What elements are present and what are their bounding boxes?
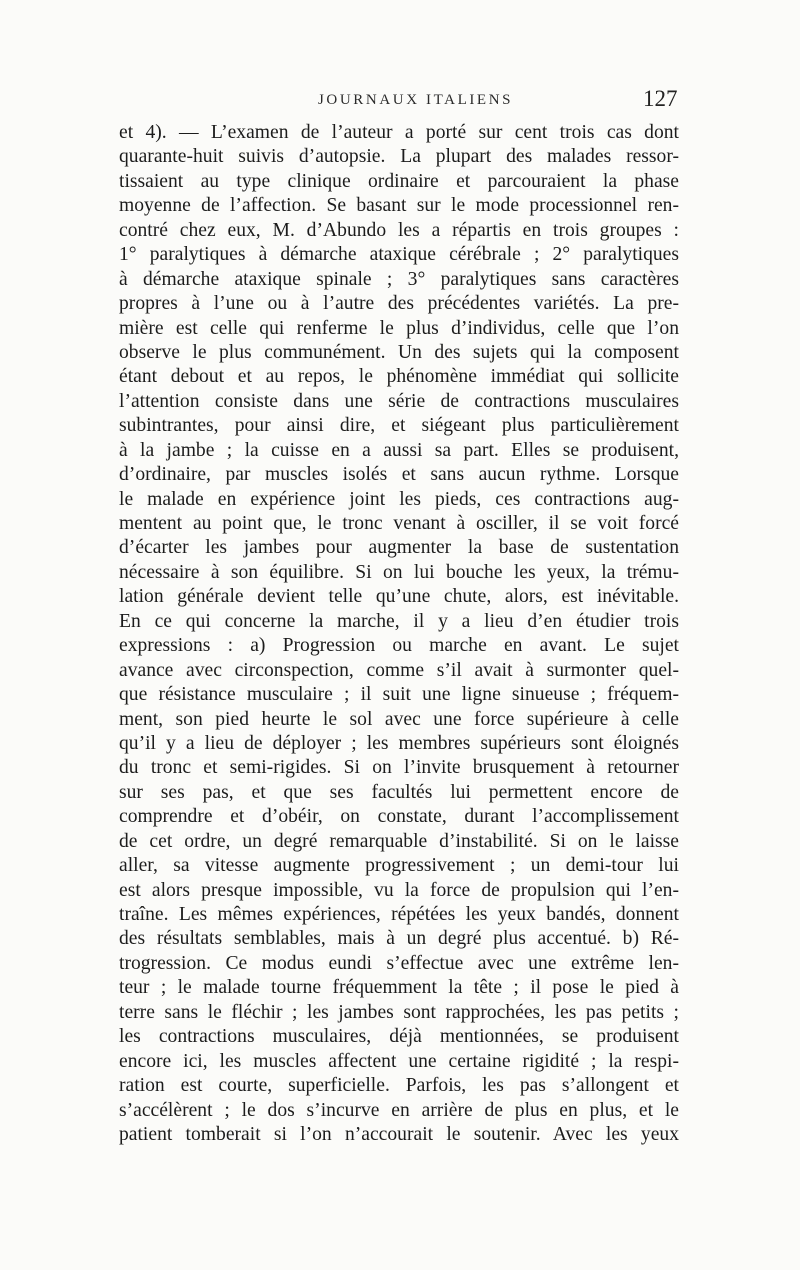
text-line: du tronc et semi-rigides. Si on l’invite brusquement à retourner [119, 757, 679, 779]
text-line: En ce qui concerne la marche, il y a lieu d’en étudier trois [119, 610, 679, 632]
text-line: mentent au point que, le tronc venant à osciller, il se voit forcé [119, 513, 679, 534]
running-title: JOURNAUX ITALIENS [318, 92, 514, 108]
text-line: l’attention consiste dans une série de contractions musculaires [119, 390, 679, 412]
text-line: propres à l’une ou à l’autre des précédentes variétés. La pre- [119, 293, 679, 315]
text-line: nécessaire à son équilibre. Si on lui bouche les yeux, la trému- [119, 561, 679, 583]
text-line: tissaient au type clinique ordinaire et parcouraient la phase [119, 170, 679, 192]
text-line: et 4). — L’examen de l’auteur a porté sur cent trois cas dont [119, 122, 679, 143]
text-line: encore ici, les muscles affectent une certaine rigidité ; la respi- [119, 1050, 679, 1072]
text-line: que résistance musculaire ; il suit une ligne sinueuse ; fréquem- [119, 684, 679, 706]
text-line: observe le plus communément. Un des sujets qui la composent [119, 341, 679, 363]
text-line: s’accélèrent ; le dos s’incurve en arrière de plus en plus, et le [119, 1099, 679, 1121]
text-line: teur ; le malade tourne fréquemment la tête ; il pose le pied à [119, 977, 679, 999]
text-line: qu’il y a lieu de déployer ; les membres supérieurs sont éloignés [119, 732, 679, 754]
text-line: aller, sa vitesse augmente progressivement ; un demi-tour lui [119, 855, 679, 877]
text-line: étant debout et au repos, le phénomène immédiat qui sollicite [119, 366, 679, 388]
text-line: le malade en expérience joint les pieds, ces contractions aug- [119, 488, 679, 510]
text-line: sur ses pas, et que ses facultés lui permettent encore de [119, 781, 679, 803]
text-line: à la jambe ; la cuisse en a aussi sa part. Elles se produisent, [119, 439, 679, 461]
text-line: patient tomberait si l’on n’accourait le soutenir. Avec les yeux [119, 1123, 679, 1145]
text-line: trogression. Ce modus eundi s’effectue avec une extrême len- [119, 952, 679, 974]
text-line: ment, son pied heurte le sol avec une force supérieure à celle [119, 708, 679, 730]
text-line: à démarche ataxique spinale ; 3° paralytiques sans caractères [119, 268, 679, 290]
text-line: lation générale devient telle qu’une chute, alors, est inévitable. [119, 586, 679, 608]
text-line: 1° paralytiques à démarche ataxique cérébrale ; 2° paralytiques [119, 244, 679, 266]
text-line: quarante-huit suivis d’autopsie. La plupart des malades ressor- [119, 146, 679, 168]
text-line: terre sans le fléchir ; les jambes sont rapprochées, les pas petits ; [119, 1001, 679, 1023]
text-line: les contractions musculaires, déjà mentionnées, se produisent [119, 1026, 679, 1048]
page-number: 127 [643, 86, 678, 111]
text-line: expressions : a) Progression ou marche en avant. Le sujet [119, 635, 679, 657]
text-line: moyenne de l’affection. Se basant sur le mode processionnel ren- [119, 195, 679, 217]
text-line: contré chez eux, M. d’Abundo les a répartis en trois groupes : [119, 219, 679, 241]
text-line: d’ordinaire, par muscles isolés et sans aucun rythme. Lorsque [119, 464, 679, 486]
running-head [0, 86, 800, 116]
text-line: des résultats semblables, mais à un degré plus accentué. b) Ré- [119, 928, 679, 950]
text-line: traîne. Les mêmes expériences, répétées les yeux bandés, donnent [119, 904, 679, 925]
text-line: est alors presque impossible, vu la force de propulsion qui l’en- [119, 879, 679, 901]
text-line: d’écarter les jambes pour augmenter la base de sustentation [119, 537, 679, 559]
body-text [119, 121, 679, 1147]
text-line: ration est courte, superficielle. Parfois, les pas s’allongent et [119, 1075, 679, 1097]
text-line: subintrantes, pour ainsi dire, et siégeant plus particulièrement [119, 415, 679, 437]
text-line: comprendre et d’obéir, on constate, durant l’accomplissement [119, 806, 679, 828]
text-line: de cet ordre, un degré remarquable d’instabilité. Si on le laisse [119, 830, 679, 852]
text-line: avance avec circonspection, comme s’il avait à surmonter quel- [119, 659, 679, 681]
text-line: mière est celle qui renferme le plus d’individus, celle que l’on [119, 317, 679, 339]
